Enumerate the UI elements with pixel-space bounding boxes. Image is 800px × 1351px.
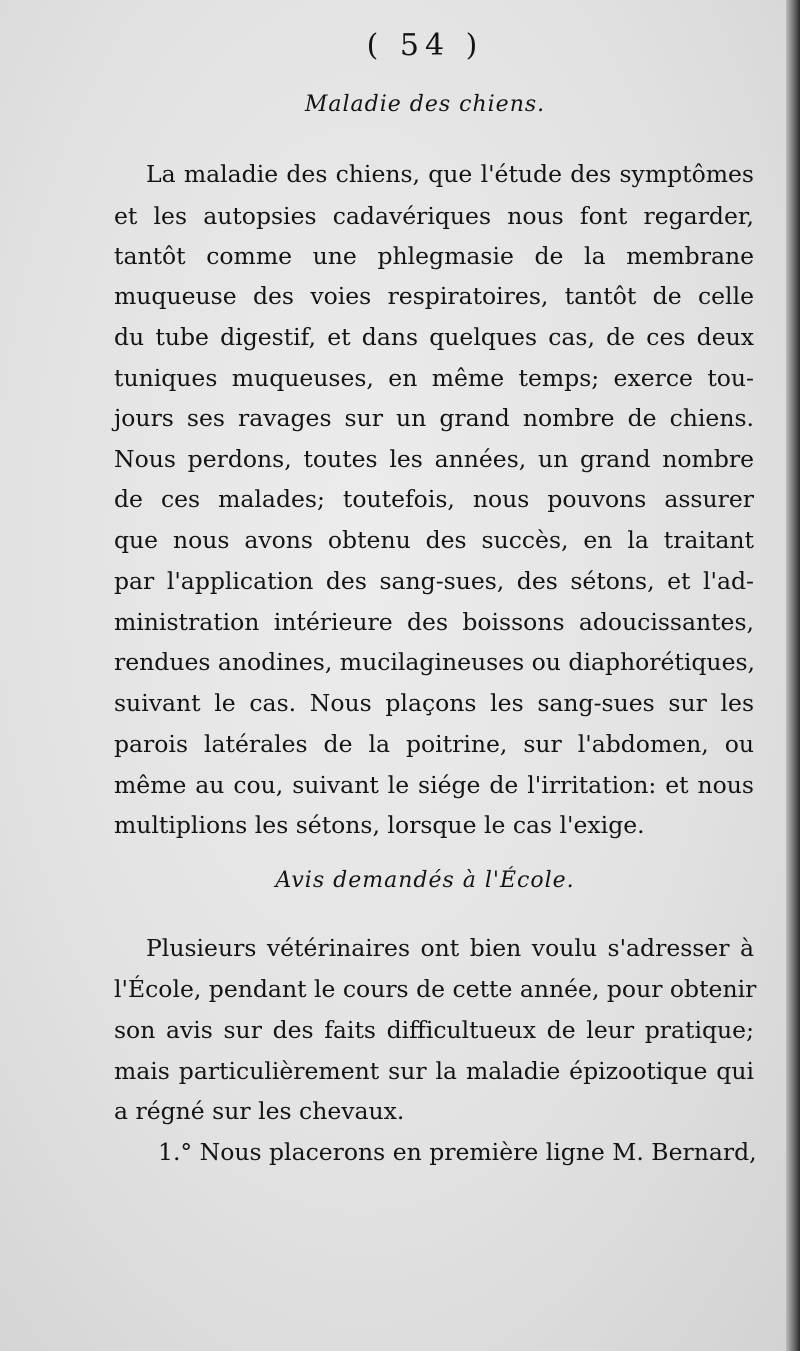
section-title-maladie-des-chiens: Maladie des chiens. <box>304 92 546 117</box>
text-line: 1.° Nous placerons en première ligne M. Bernard, <box>158 1138 757 1166</box>
text-line: son avis sur des faits difficultueux de leur pratique; <box>114 1016 754 1044</box>
text-line: par l'application des sang-sues, des sétons, et l'ad- <box>114 567 754 595</box>
text-line: suivant le cas. Nous plaçons les sang-sues sur les <box>114 689 754 717</box>
text-line: mais particulièrement sur la maladie épizootique qui <box>114 1057 754 1085</box>
text-line: même au cou, suivant le siége de l'irritation: et nous <box>114 771 754 799</box>
text-line: tantôt comme une phlegmasie de la membrane <box>114 242 754 270</box>
text-line: l'École, pendant le cours de cette année, pour obtenir <box>114 975 757 1003</box>
text-line: parois latérales de la poitrine, sur l'abdomen, ou <box>114 730 754 758</box>
text-line: du tube digestif, et dans quelques cas, de ces deux <box>114 323 754 351</box>
text-line: Nous perdons, toutes les années, un grand nombre <box>114 445 754 473</box>
text-line: rendues anodines, mucilagineuses ou diaphorétiques, <box>114 648 756 676</box>
text-line: La maladie des chiens, que l'étude des symptômes <box>146 160 754 188</box>
text-line: que nous avons obtenu des succès, en la traitant <box>114 526 754 554</box>
page-spine-shadow <box>786 0 800 1351</box>
text-line: Plusieurs vétérinaires ont bien voulu s'adresser à <box>146 934 754 962</box>
text-line: et les autopsies cadavériques nous font regarder, <box>114 202 754 230</box>
section-title-avis-demandes: Avis demandés à l'École. <box>275 868 575 893</box>
text-line: de ces malades; toutefois, nous pouvons assurer <box>114 485 754 513</box>
text-line: multiplions les sétons, lorsque le cas l'exige. <box>114 811 645 839</box>
text-line: a régné sur les chevaux. <box>114 1097 405 1125</box>
text-line: muqueuse des voies respiratoires, tantôt de celle <box>114 282 754 310</box>
page-number: ( 54 ) <box>366 28 484 63</box>
text-line: ministration intérieure des boissons adoucissantes, <box>114 608 754 636</box>
text-line: jours ses ravages sur un grand nombre de chiens. <box>114 404 754 432</box>
text-line: tuniques muqueuses, en même temps; exerce tou- <box>114 364 754 392</box>
